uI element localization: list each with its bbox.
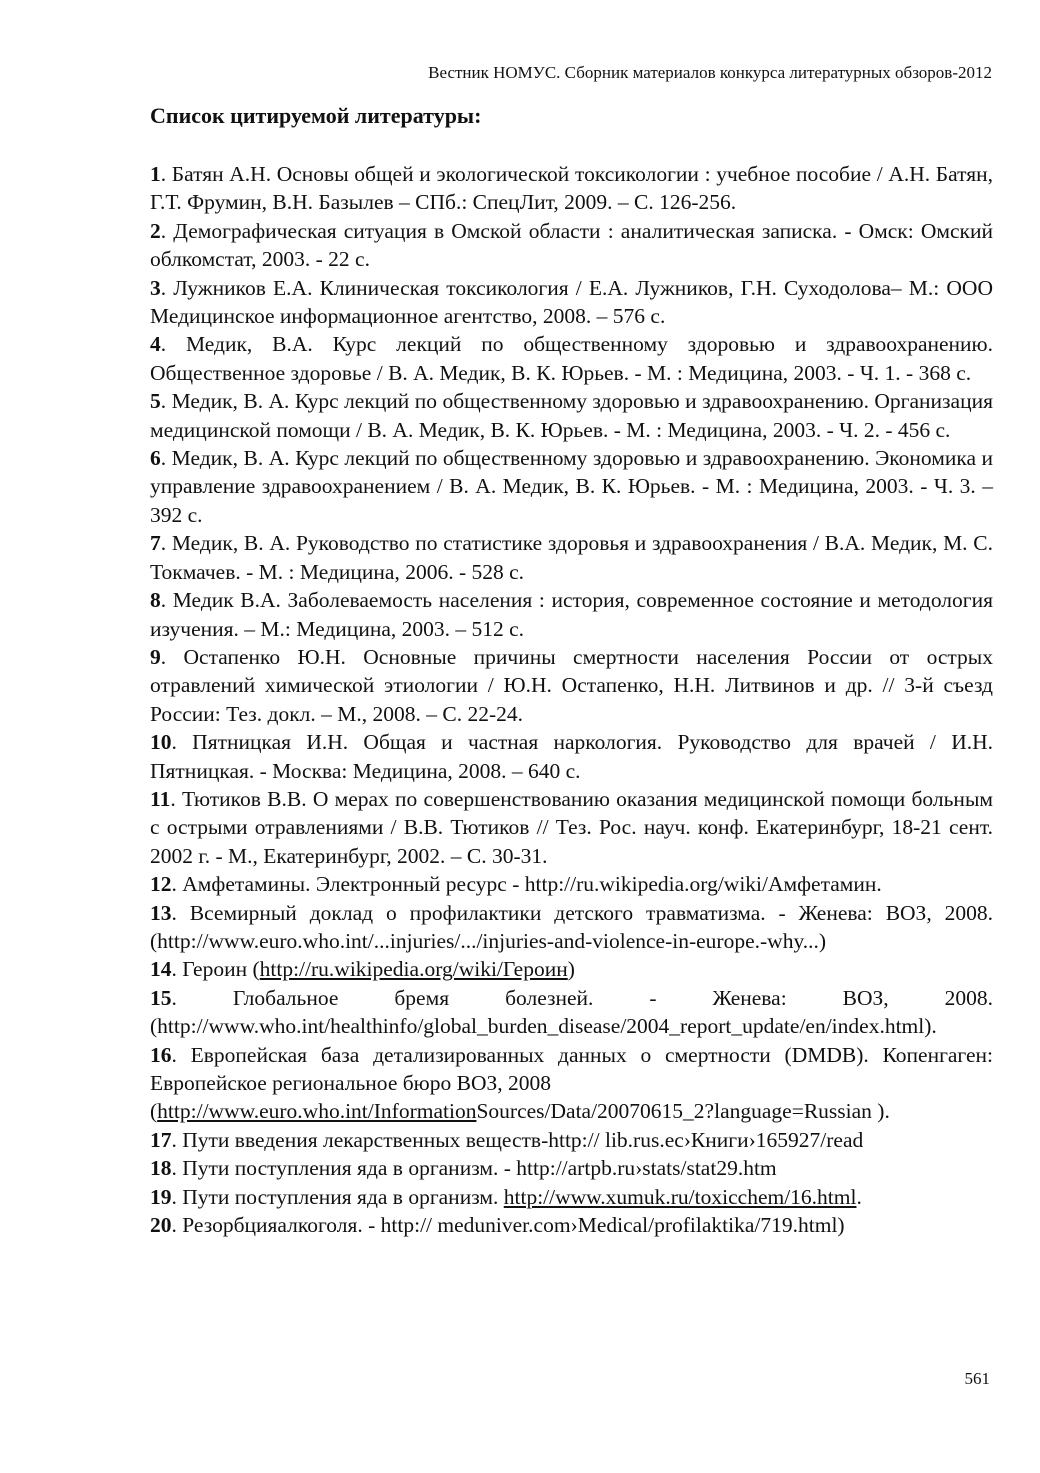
reference-item-5 [150, 387, 993, 444]
reference-text: . Всемирный доклад о профилактики детского травматизма. - Женева: ВОЗ, 2008. (http://www.euro.who.int/...injuries/.../injuries-and-violence-in-europe.-why...) [150, 900, 993, 953]
page-number: 561 [964, 1369, 990, 1388]
reference-number: 2 [150, 218, 161, 243]
reference-item-12 [150, 870, 993, 898]
reference-number: 5 [150, 389, 161, 414]
reference-item-17 [150, 1126, 993, 1154]
reference-text: . Батян А.Н. Основы общей и экологической токсикологии : учебное пособие / А.Н. Батян, Г.Т. Фрумин, В.Н. Базылев – СПб.: СпецЛит, 2009. – С. 126-256. [150, 162, 993, 215]
reference-number: 19 [150, 1184, 172, 1209]
reference-text-pre-link: ( [150, 1099, 158, 1124]
reference-text: . Медик, В.А. Курс лекций по общественному здоровью и здравоохранению. Общественное здоровье / В. А. Медик, В. К. Юрьев. - М. : Медицина, 2003. - Ч. 1. - 368 с. [150, 332, 993, 385]
reference-item-8 [150, 586, 993, 643]
reference-item-4 [150, 330, 993, 387]
reference-item-11 [150, 785, 993, 870]
reference-item-10 [150, 728, 993, 785]
reference-number: 17 [150, 1127, 172, 1152]
reference-item-13 [150, 899, 993, 956]
reference-item-9 [150, 643, 993, 728]
reference-text: . Глобальное бремя болезней. - Женева: ВОЗ, 2008. (http://www.who.int/healthinfo/global_burden_disease/2004_report_update/en/index.html). [150, 985, 993, 1039]
reference-text: . Пути поступления яда в организм. - http://artpb.ru›stats/stat29.htm [171, 1156, 777, 1181]
reference-number: 16 [150, 1042, 172, 1067]
reference-number: 8 [150, 588, 161, 613]
reference-text-after: . [856, 1184, 862, 1209]
page-content [150, 102, 993, 1239]
reference-item-19 [150, 1183, 993, 1211]
reference-text: . Демографическая ситуация в Омской области : аналитическая записка. - Омск: Омский облкомстат, 2003. - 22 с. [150, 218, 993, 272]
reference-link[interactable]: http://ru.wikipedia.org/wiki/Героин [259, 957, 568, 982]
reference-number: 14 [150, 957, 172, 982]
reference-list [150, 160, 993, 1239]
reference-number: 7 [150, 531, 161, 556]
reference-number: 6 [150, 446, 161, 471]
reference-number: 13 [150, 900, 172, 925]
reference-number: 1 [150, 162, 161, 186]
reference-text: . Пятницкая И.Н. Общая и частная наркология. Руководство для врачей / И.Н. Пятницкая. - Москва: Медицина, 2008. – 640 с. [150, 730, 993, 783]
reference-number: 12 [150, 872, 172, 897]
reference-text: . Остапенко Ю.Н. Основные причины смертности населения России от острых отравлений химической этиологии / Ю.Н. Остапенко, Н.Н. Литвинов и др. // 3-й съезд России: Тез. докл. – М., 2008. – С. 22-24. [150, 644, 993, 726]
reference-text: . Европейская база детализированных данных о смертности (DMDB). Копенгаген: Европейское региональное бюро ВОЗ, 2008 [150, 1042, 993, 1095]
reference-text-after: ) [567, 957, 575, 982]
reference-link[interactable]: http://www.xumuk.ru/toxicchem/16.html [503, 1184, 857, 1209]
reference-text: . Героин ( [171, 957, 260, 982]
reference-item-18 [150, 1154, 993, 1182]
reference-number: 11 [150, 786, 171, 811]
reference-item-6 [150, 444, 993, 529]
reference-item-20 [150, 1211, 993, 1239]
reference-item-14 [150, 955, 993, 983]
running-header: Вестник НОМУС. Сборник материалов конкурса литературных обзоров-2012 [428, 63, 992, 82]
reference-number: 20 [150, 1213, 172, 1238]
reference-item-1 [150, 160, 993, 217]
reference-text: . Медик, В. А. Курс лекций по общественному здоровью и здравоохранению. Экономика и управление здравоохранением / В. А. Медик, В. К. Юрьев. - М. : Медицина, 2003. - Ч. 3. – 392 с. [150, 446, 993, 527]
reference-item-7 [150, 529, 993, 586]
reference-number: 10 [150, 730, 172, 755]
reference-link[interactable]: http://www.euro.who.int/Information [157, 1099, 477, 1124]
reference-number: 18 [150, 1156, 172, 1181]
section-title: Список цитируемой литературы: [150, 103, 482, 128]
reference-text: . Пути введения лекарственных веществ-http:// lib.rus.ec›Книги›165927/read [171, 1127, 864, 1152]
reference-text: . Тютиков В.В. О мерах по совершенствованию оказания медицинской помощи больным с острыми отравлениями / В.В. Тютиков // Тез. Рос. науч. конф. Екатеринбург, 18-21 сент. 2002 г. - М., Екатеринбург, 2002. – С. 30-31. [150, 786, 993, 868]
reference-text: . Резорбцияалкоголя. - http:// meduniver.com›Medical/profilaktika/719.html) [171, 1213, 845, 1238]
reference-text-after: Sources/Data/20070615_2?language=Russian ). [476, 1099, 890, 1124]
reference-item-16 [150, 1041, 993, 1126]
reference-item-2 [150, 217, 993, 274]
reference-text: . Лужников Е.А. Клиническая токсикология / Е.А. Лужников, Г.Н. Суходолова– М.: ООО Медицинское информационное агентство, 2008. – 576 с. [150, 275, 993, 329]
reference-text: . Медик, В. А. Руководство по статистике здоровья и здравоохранения / В.А. Медик, М. С. Токмачев. - М. : Медицина, 2006. - 528 с. [150, 531, 993, 584]
reference-number: 15 [150, 985, 172, 1010]
reference-text: . Амфетамины. Электронный ресурс - http://ru.wikipedia.org/wiki/Амфетамин. [171, 872, 882, 897]
reference-item-3 [150, 274, 993, 331]
reference-text: . Медик В.А. Заболеваемость населения : история, современное состояние и методология изучения. – М.: Медицина, 2003. – 512 с. [150, 588, 993, 641]
reference-item-15 [150, 984, 993, 1041]
reference-text: . Медик, В. А. Курс лекций по общественному здоровью и здравоохранению. Организация медицинской помощи / В. А. Медик, В. К. Юрьев. - М. : Медицина, 2003. - Ч. 2. - 456 с. [150, 389, 993, 442]
reference-number: 3 [150, 275, 161, 300]
reference-text: . Пути поступления яда в организм. [171, 1184, 504, 1209]
reference-number: 4 [150, 332, 161, 357]
reference-number: 9 [150, 644, 161, 669]
